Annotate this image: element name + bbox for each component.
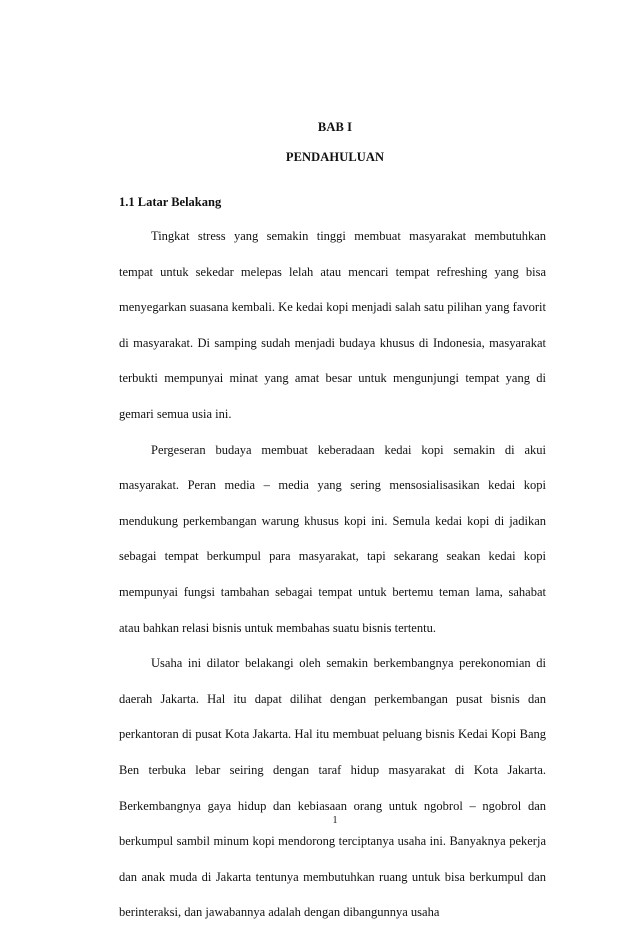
paragraph-3: Usaha ini dilator belakangi oleh semakin berkembangnya perekonomian di daerah Jakarta. Hal itu dapat dilihat dengan perkembangan pusat bisnis dan perkantoran di pusat Kota Jakarta. Hal itu membuat peluang bisnis Kedai Kopi Bang Ben terbuka lebar seiring dengan taraf hidup masyarakat di Kota Jakarta. Berkembangnya gaya hidup dan kebiasaan orang untuk ngobrol – ngobrol dan berkumpul sambil minum kopi mendorong terciptanya usaha ini. Banyaknya pekerja dan anak muda di Jakarta tentunya membutuhkan ruang untuk bisa berkumpul dan berinteraksi, dan jawabannya adalah dengan dibangunnya usaha bbox=[119, 656, 546, 920]
page-number: 1 bbox=[332, 815, 338, 826]
chapter-number: BAB I bbox=[317, 120, 353, 134]
chapter-title: PENDAHULUAN bbox=[285, 150, 385, 164]
paragraph-2: Pergeseran budaya membuat keberadaan kedai kopi semakin di akui masyarakat. Peran media – media yang sering mensosialisasikan kedai kopi mendukung perkembangan warung khusus kopi ini. Semula kedai kopi di jadikan sebagai tempat berkumpul para masyarakat, tapi sekarang seakan kedai kopi mempunyai fungsi tambahan sebagai tempat untuk bertemu teman lama, sahabat atau bahkan relasi bisnis untuk membahas suatu bisnis tertentu. bbox=[119, 442, 546, 635]
paragraph-1: Tingkat stress yang semakin tinggi membuat masyarakat membutuhkan tempat untuk sekedar melepas lelah atau mencari tempat refreshing yang bisa menyegarkan suasana kembali. Ke kedai kopi menjadi salah satu pilihan yang favorit di masyarakat. Di samping sudah menjadi budaya khusus di Indonesia, masyarakat terbukti mempunyai minat yang amat besar untuk mengunjungi tempat yang di gemari semua usia ini. bbox=[119, 229, 546, 421]
section-heading: 1.1 Latar Belakang bbox=[119, 195, 222, 209]
